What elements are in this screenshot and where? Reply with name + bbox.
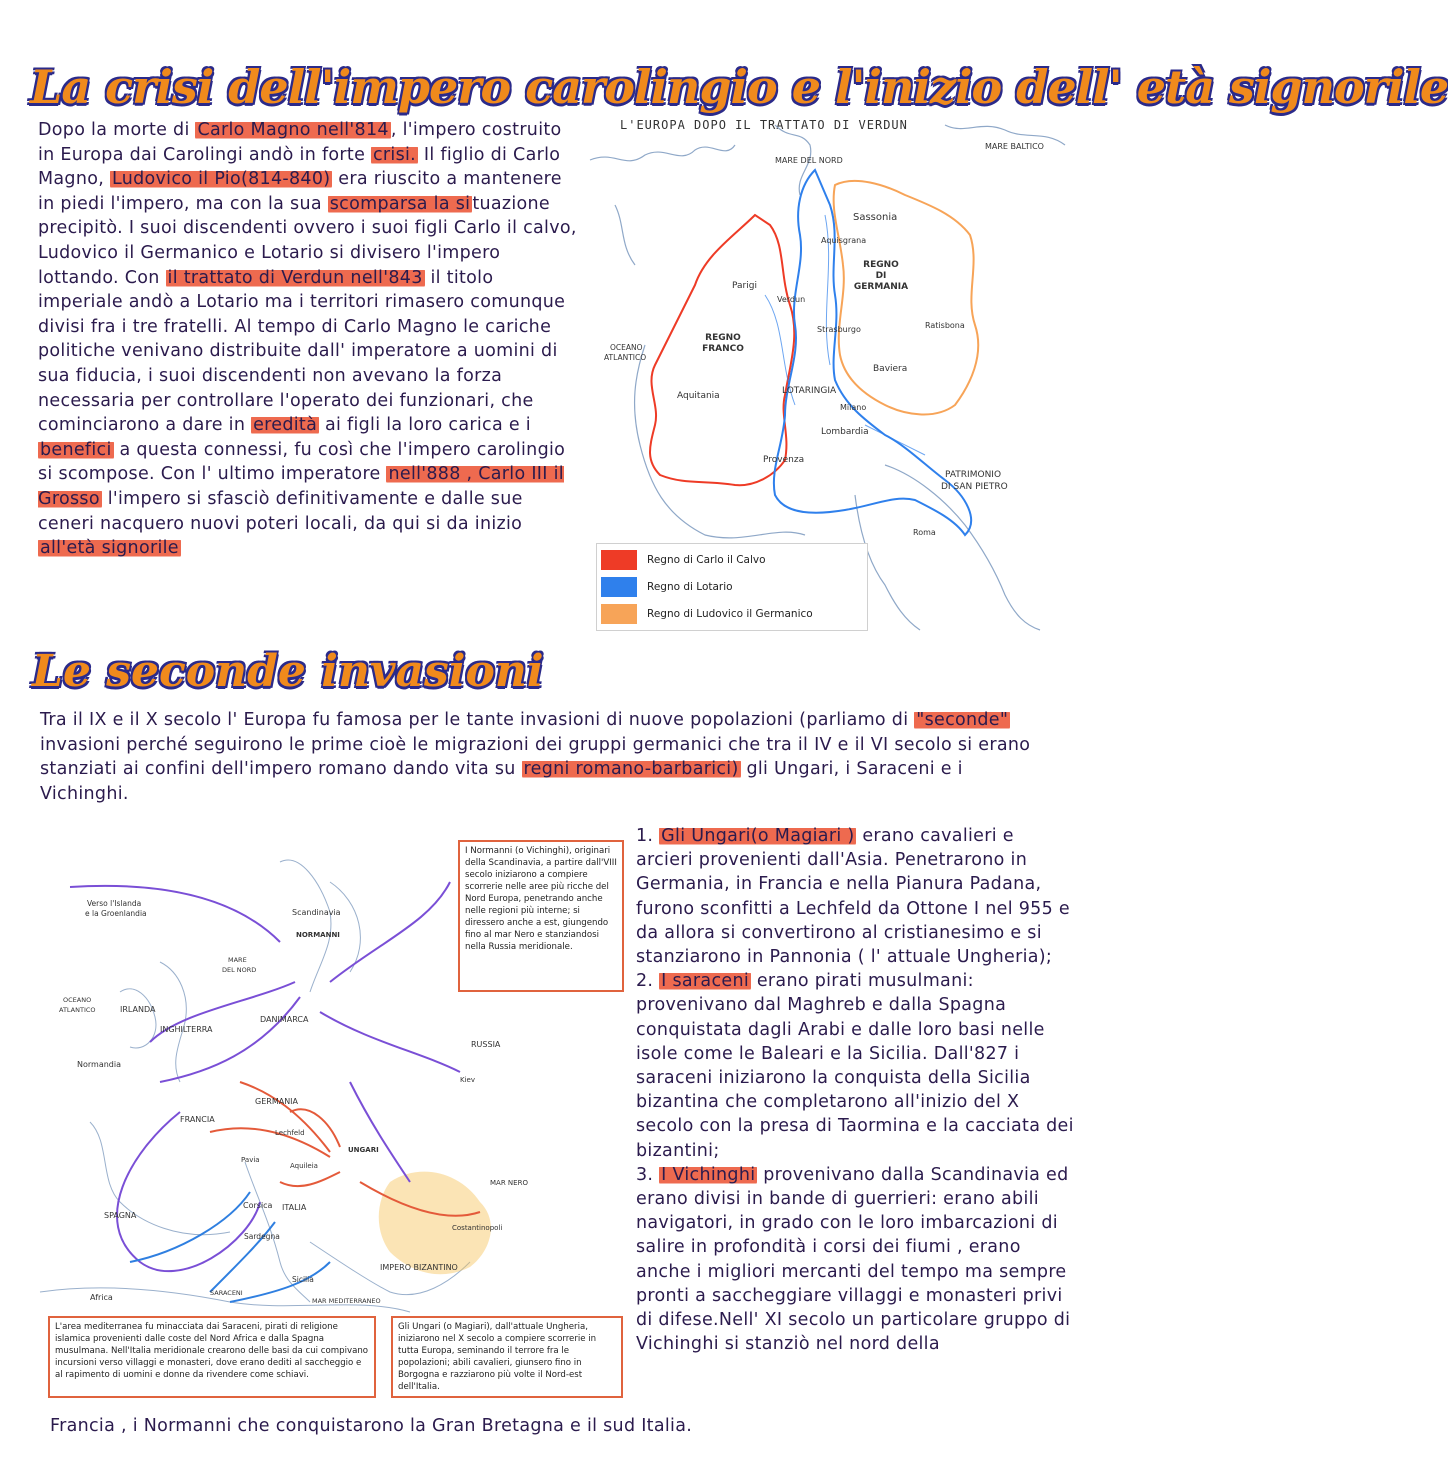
label-oceano-1: OCEANO (610, 343, 643, 352)
label-patrimonio-2: DI SAN PIETRO (941, 482, 1008, 492)
label-roma: Roma (913, 528, 936, 537)
text: gli Ungari, i Saraceni e i Vichinghi. (40, 759, 963, 804)
label-pavia: Pavia (241, 1156, 260, 1164)
text: tuazione precipitò. I suoi discendenti ovvero i suoi figli Carlo il calvo, Ludovico il Germanico e Lotario si divisero l'impero lottando. Con (38, 193, 577, 288)
legend-label: Regno di Carlo il Calvo (647, 554, 766, 566)
title-crisi-impero: La crisi dell'impero carolingio e l'inizio dell' età signorile (30, 60, 1448, 114)
label-inghilterra: INGHILTERRA (160, 1025, 213, 1034)
label-africa: Africa (90, 1293, 113, 1302)
label-francia: FRANCIA (180, 1115, 215, 1124)
text: era riuscito a mantenere in piedi l'impero, ma con la sua (38, 169, 562, 214)
label-spagna: SPAGNA (104, 1211, 137, 1220)
label-aquisgrana: Aquisgrana (821, 236, 867, 245)
label-islanda-1: Verso l'Islanda (87, 899, 142, 908)
intro-paragraph (38, 118, 583, 561)
highlight: I saraceni (661, 971, 749, 992)
label-lechfeld: Lechfeld (275, 1129, 305, 1137)
label-oceano-2: ATLANTICO (59, 1006, 96, 1014)
highlight: crisi. (373, 144, 417, 165)
label-lombardia: Lombardia (821, 427, 869, 437)
label-lotaringia: LOTARINGIA (782, 386, 837, 396)
label-germania: GERMANIA (255, 1097, 299, 1106)
label-regno-germania-3: GERMANIA (853, 282, 909, 292)
label-russia: RUSSIA (471, 1040, 501, 1049)
text: erano cavalieri e arcieri provenienti dall'Asia. Penetrarono in Germania, in Francia e nella Pianura Padana, furono sconfitti a Lechfeld da Ottone I nel 955 e da allora si convertirono al cristianesimo e si stanziarono in Pannonia ( l' attuale Ungheria); (636, 826, 1070, 968)
label-sardegna: Sardegna (244, 1232, 280, 1241)
highlight: Gli Ungari(o Magiari ) (661, 826, 855, 846)
list-number: 1. (636, 826, 660, 846)
label-irlanda: IRLANDA (120, 1005, 156, 1014)
label-aquileia: Aquileia (290, 1162, 318, 1170)
label-parigi: Parigi (732, 281, 757, 291)
label-costantinopoli: Costantinopoli (452, 1224, 503, 1232)
label-danimarca: DANIMARCA (260, 1015, 309, 1024)
list-number: 3. (636, 1164, 660, 1185)
label-ratisbona: Ratisbona (925, 321, 965, 330)
invasions-intro-paragraph (40, 708, 1040, 806)
highlight: regni romano-barbarici) (523, 759, 739, 779)
note-saraceni: L'area mediterranea fu minacciata dai Saraceni, pirati di religione islamica provenienti dalle coste del Nord Africa e dalla Spagna musulmana. Nell'Italia meridionale crearono delle basi da cui compivano incursioni verso villaggi e monasteri, dove erano dediti al saccheggio e al rapimento di uomini e donne da rivendere come schiavi. (48, 1316, 376, 1398)
label-aquitania: Aquitania (677, 391, 720, 401)
label-impero-bizantino: IMPERO BIZANTINO (380, 1263, 458, 1272)
legend-label: Regno di Ludovico il Germanico (647, 608, 813, 620)
highlight: il trattato di Verdun nell'843 (167, 267, 423, 288)
label-sassonia: Sassonia (853, 212, 898, 223)
label-mar-mediterraneo: MAR MEDITERRANEO (312, 1297, 381, 1305)
label-mar-nero: MAR NERO (490, 1179, 528, 1187)
note-normanni: I Normanni (o Vichinghi), originari della Scandinavia, a partire dall'VIII secolo iniziarono a compiere scorrerie nelle aree più ricche del Nord Europa, penetrando anche nelle regioni più interne; si diressero anche a est, giungendo fino al mar Nero e stanziandosi nella Russia meridionale. (458, 840, 624, 992)
legend-item-ludovico (601, 604, 813, 624)
conclusion-line: Francia , i Normanni che conquistarono la Gran Bretagna e il sud Italia. (50, 1416, 693, 1436)
label-mare-nord-2: DEL NORD (222, 966, 257, 974)
label-verdun: Verdun (777, 295, 806, 304)
label-regno-germania-2: DI (875, 271, 887, 281)
legend-swatch (601, 577, 637, 597)
label-islanda-2: e la Groenlandia (85, 909, 147, 918)
highlight: Carlo Magno nell'814 (197, 120, 389, 140)
label-mare-nord-1: MARE (228, 956, 247, 964)
text: il titolo imperiale andò a Lotario ma i territori rimasero comunque divisi fra i tre fratelli. Al tempo di Carlo Magno le cariche politiche venivano distribuite dall' imperatore a uomini di sua fiducia, i suoi discendenti non avevano la forza necessaria per controllare l'operato dei funzionari, che cominciarono a dare in (38, 267, 566, 436)
label-italia: ITALIA (282, 1203, 307, 1212)
list-number: 2. (636, 971, 660, 992)
label-saraceni: SARACENI (210, 1289, 243, 1297)
label-strasburgo: Strasburgo (817, 325, 861, 334)
label-patrimonio-1: PATRIMONIO (945, 470, 1002, 480)
highlight: "seconde" (916, 710, 1009, 730)
map-verdun-legend (596, 543, 868, 631)
legend-item-carlo (601, 550, 766, 570)
text: a questa connessi, fu così che l'impero carolingio si scompose. Con l' ultimo imperatore (38, 439, 566, 485)
text: erano pirati musulmani: provenivano dal Maghreb e dalla Spagna conquistata dagli Arabi e dalle loro basi nelle isole come le Baleari e la Sicilia. Dall'827 i saraceni iniziarono la conquista della Sicilia bizantina che completarono all'inizio del X secolo con la presa di Taormina e la cacciata dei bizantini; (636, 971, 1074, 1161)
invasions-list (636, 824, 1076, 1356)
label-scandinavia: Scandinavia (292, 908, 341, 917)
label-mare-nord: MARE DEL NORD (775, 156, 843, 165)
label-regno-franco-2: FRANCO (702, 344, 744, 354)
area-impero-bizantino (379, 1172, 491, 1275)
note-ungari: Gli Ungari (o Magiari), dall'attuale Ungheria, iniziarono nel X secolo a compiere scorrerie in tutta Europa, seminando il terrore fra le popolazioni; abili cavalieri, giunsero fino in Borgogna e razziarono più volte il Nord-est dell'Italia. (391, 1316, 623, 1398)
label-mare-baltico: MARE BALTICO (985, 142, 1044, 151)
label-sicilia: Sicilia (292, 1275, 314, 1284)
label-regno-franco-1: REGNO (705, 333, 741, 343)
label-ungari: UNGARI (348, 1146, 379, 1154)
highlight: benefici (40, 439, 112, 460)
label-regno-germania-1: REGNO (863, 260, 899, 270)
text: ai figli la loro carica e i (319, 415, 531, 436)
label-corsica: Corsica (243, 1201, 273, 1210)
legend-item-lotario (601, 577, 733, 597)
label-oceano-2: ATLANTICO (604, 353, 647, 362)
label-normandia: Normandia (77, 1060, 121, 1069)
rivers (765, 215, 925, 455)
text: invasioni perché seguirono le prime cioè le migrazioni dei gruppi germanici che tra il IV e il VI secolo si erano stanziati ai confini dell'impero romano dando vita su (40, 734, 1031, 779)
text: Il figlio di Carlo Magno, (38, 144, 561, 190)
text: provenivano dalla Scandinavia ed erano divisi in bande di guerrieri: erano abili navigatori, in grado con le loro imbarcazioni di salire in profondità i corsi dei fiumi , erano anche i migliori mercanti del tempo ma sempre pronti a saccheggiare villaggi e monasteri privi di difese.Nell' XI secolo un particolare gruppo di Vichinghi si stanziò nel nord della (636, 1164, 1071, 1355)
label-milano: Milano (840, 403, 867, 412)
text: , l'impero costruito in Europa dai Carolingi andò in forte (38, 120, 562, 165)
regno-lotario-border (774, 170, 971, 535)
title-seconde-invasioni: Le seconde invasioni (32, 646, 544, 697)
legend-swatch (601, 550, 637, 570)
text: l'impero si sfasciò definitivamente e dalle sue ceneri nacquero nuovi poteri locali, da qui si da inizio (38, 488, 523, 534)
highlight: eredità (253, 415, 318, 436)
highlight: I Vichinghi (661, 1164, 756, 1185)
highlight: Ludovico il Pio(814-840) (111, 169, 331, 190)
legend-swatch (601, 604, 637, 624)
label-kiev: Kiev (460, 1076, 475, 1084)
highlight: nell'888 , Carlo III il Grosso (38, 464, 564, 509)
label-oceano-1: OCEANO (63, 996, 92, 1004)
highlight: all'età signorile (40, 538, 179, 559)
highlight: scomparsa la si (329, 193, 471, 214)
map-verdun-title: L'EUROPA DOPO IL TRATTATO DI VERDUN (620, 118, 908, 132)
label-baviera: Baviera (873, 364, 908, 374)
text: Tra il IX e il X secolo l' Europa fu famosa per le tante invasioni di nuove popolazioni (parliamo di (40, 710, 915, 730)
label-provenza: Provenza (763, 455, 805, 465)
label-normanni: NORMANNI (296, 931, 340, 939)
legend-label: Regno di Lotario (647, 581, 733, 593)
text: Dopo la morte di (38, 120, 196, 140)
